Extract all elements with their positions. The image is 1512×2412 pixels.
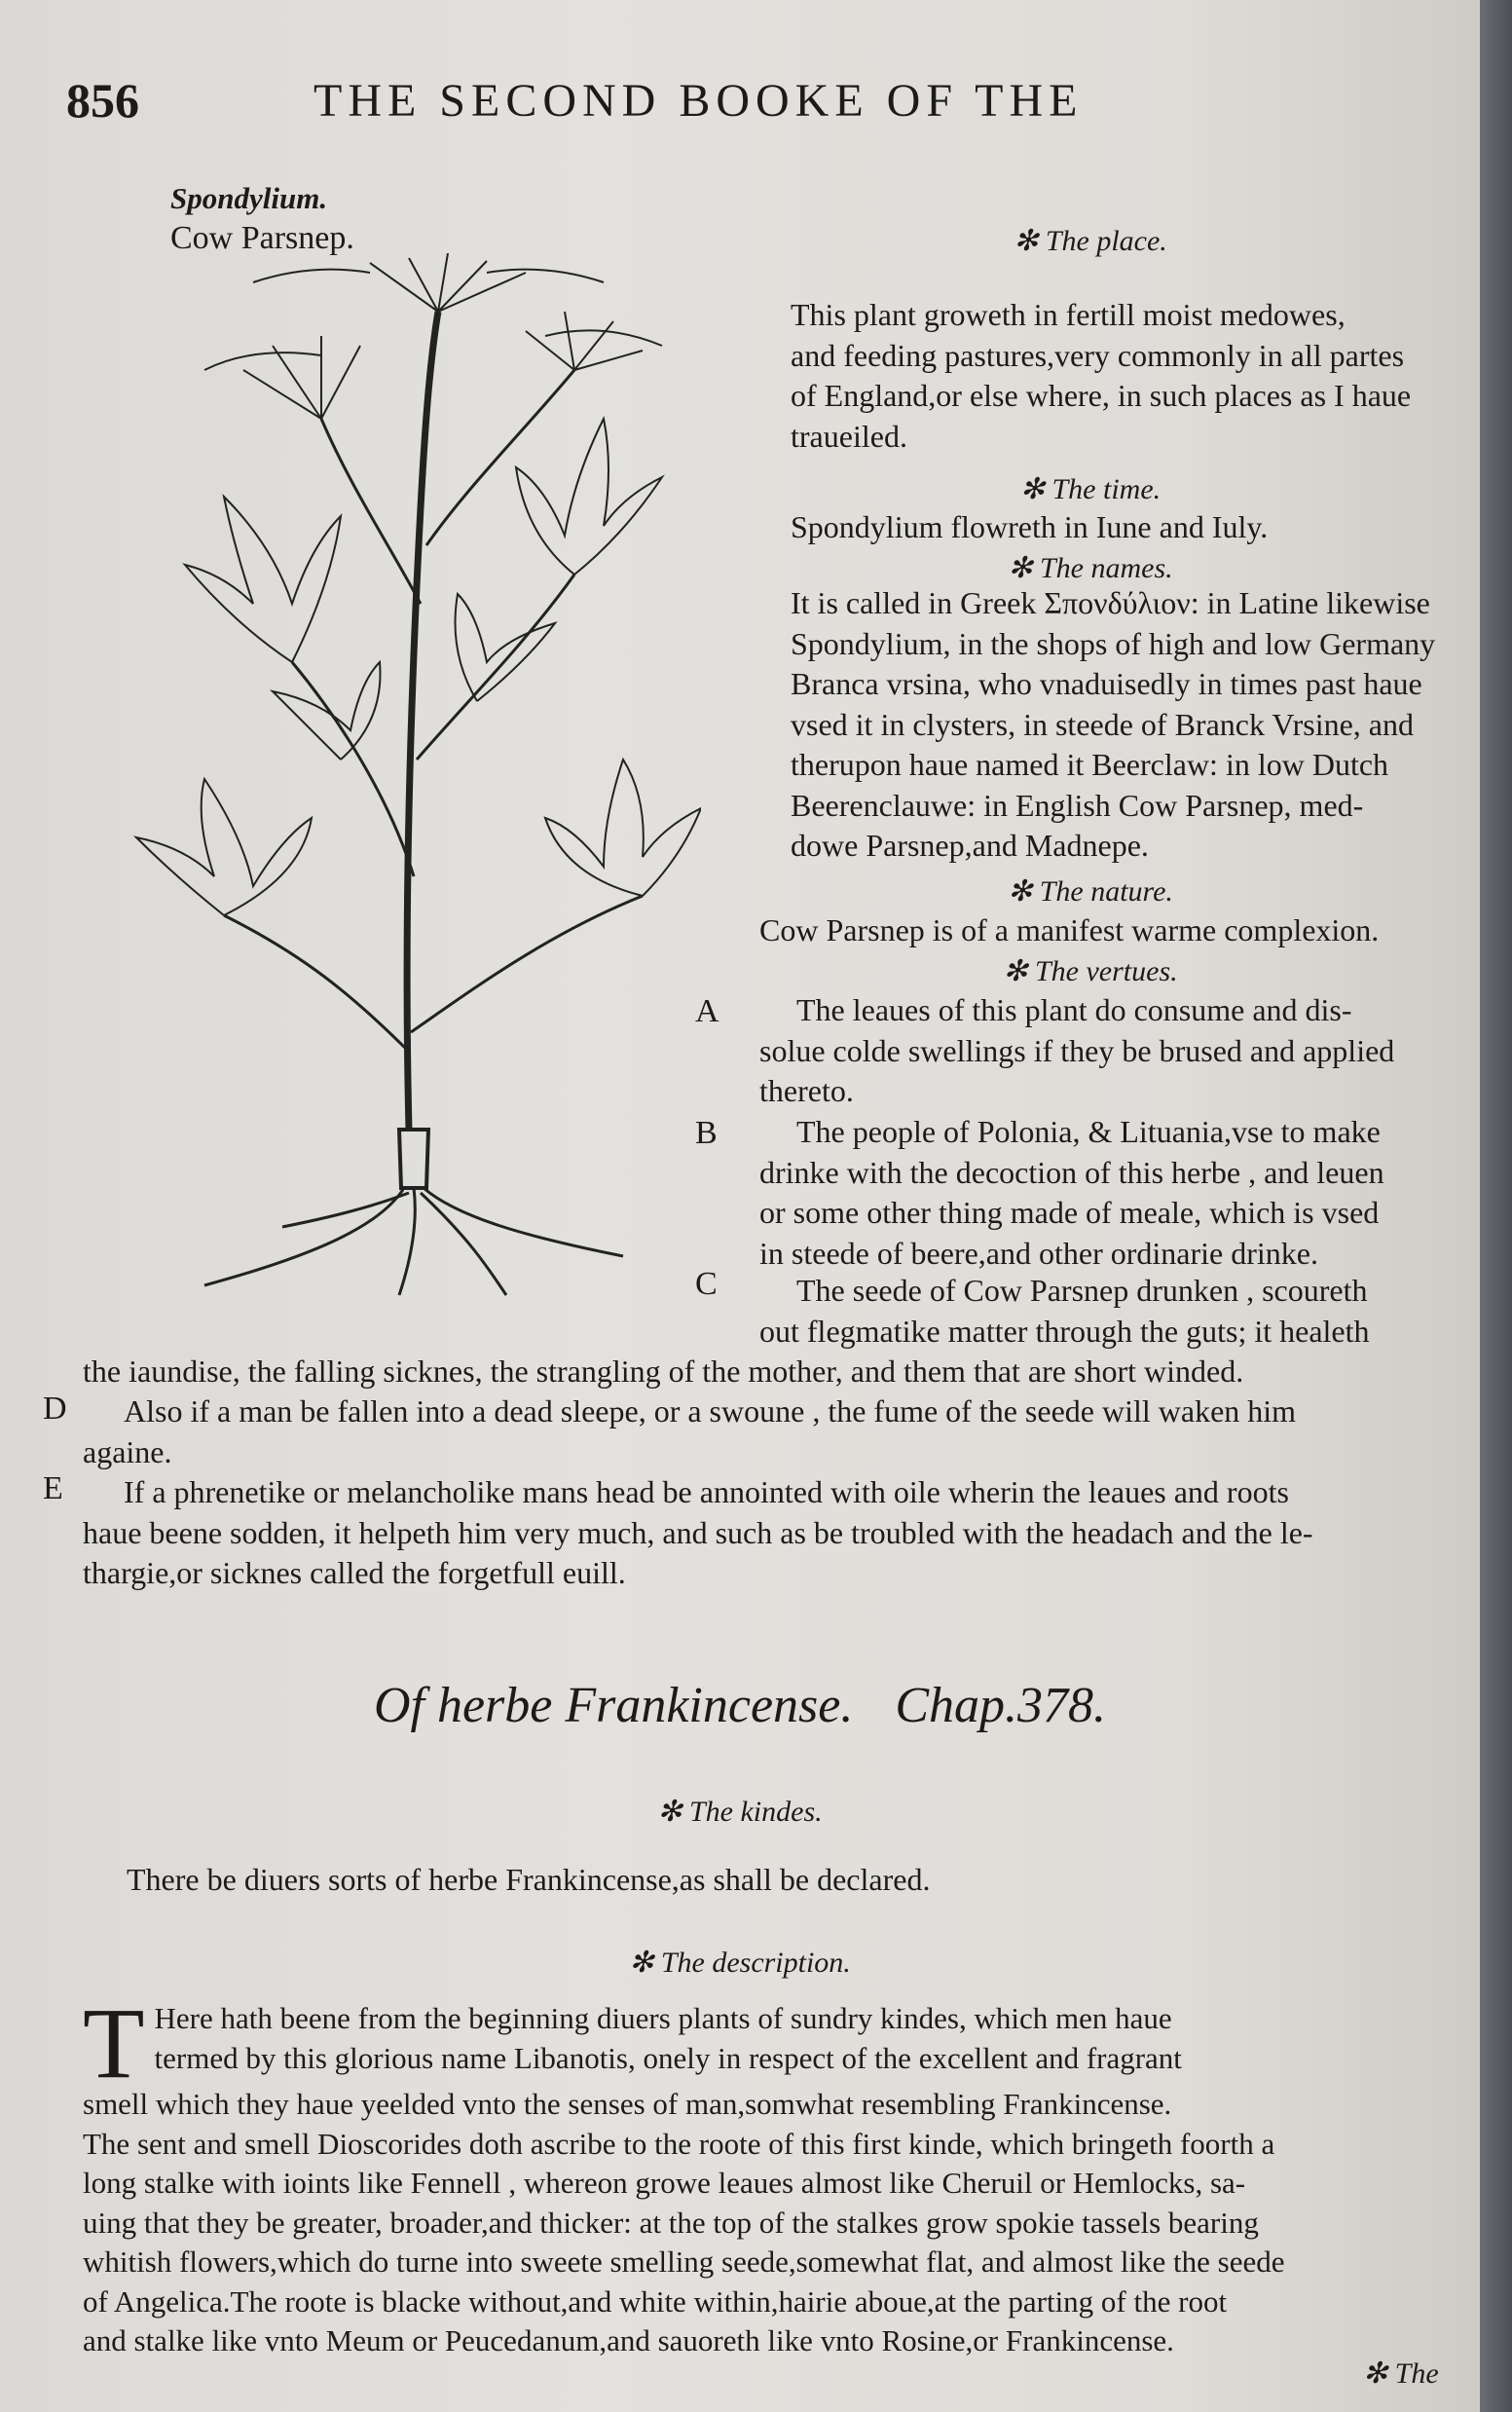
margin-mark-b: B — [695, 1115, 718, 1151]
section-place-text — [791, 295, 1462, 457]
text-line: and stalke like vnto Meum or Peucedanum,and sauoreth like vnto Rosine,or Frankincense. — [83, 2323, 1174, 2357]
section-nature-text — [759, 910, 1460, 951]
text-line: Also if a man be fallen into a dead sleepe, or a swoune , the fume of the seede will waken him — [124, 1393, 1297, 1429]
text-line: smell which they haue yeelded vnto the senses of man,somwhat resembling Frankincense. — [83, 2087, 1172, 2121]
text-line: Here hath beene from the beginning diuers plants of sundry kindes, which men haue — [154, 2001, 1172, 2035]
chapter-number: Chap.378. — [895, 1678, 1107, 1733]
vertue-d-text — [83, 1392, 1475, 1472]
heading-the-names: ✻ The names. — [1008, 552, 1173, 584]
heading-the-time: ✻ The time. — [1019, 473, 1162, 505]
text-line: vsed it in clysters, in steede of Branck Vrsine, and — [791, 706, 1414, 742]
text-line: out flegmatike matter through the guts; it healeth — [759, 1313, 1370, 1349]
page-number: 856 — [66, 73, 139, 128]
vertue-b-text — [759, 1112, 1460, 1274]
text-line: and feeding pastures,very commonly in all partes — [791, 337, 1405, 373]
chapter-heading — [0, 1677, 1480, 1734]
heading-the-place: ✻ The place. — [1014, 225, 1167, 257]
text-line: whitish flowers,which do turne into sweete smelling seede,somewhat flat, and almost like the seede — [83, 2245, 1285, 2279]
text-line: If a phrenetike or melancholike mans head be annointed with oile wherin the leaues and roots — [124, 1474, 1289, 1509]
cow-parsnep-woodcut-illustration — [117, 253, 701, 1305]
text-line: haue beene sodden, it helpeth him very much, and such as be troubled with the headach and the le- — [83, 1514, 1313, 1550]
text-line: The sent and smell Dioscorides doth ascribe to the roote of this first kinde, which bringeth foorth a — [83, 2126, 1275, 2161]
text-line: The leaues of this plant do consume and dis- — [796, 992, 1352, 1027]
text-line: of Angelica.The roote is blacke without,and white within,hairie aboue,at the parting of the root — [83, 2283, 1228, 2319]
text-line: drinke with the decoction of this herbe , and leuen — [759, 1154, 1384, 1190]
text-line: This plant groweth in fertill moist medowes, — [791, 297, 1346, 332]
heading-the-nature: ✻ The nature. — [1008, 875, 1173, 908]
vertue-a-text — [759, 990, 1460, 1112]
drop-cap: T — [83, 1987, 145, 2099]
heading-the-vertues: ✻ The vertues. — [1003, 955, 1178, 987]
catchword: ✻ The — [1363, 2357, 1439, 2390]
section-time-text — [791, 507, 1462, 548]
heading-the-kindes: ✻ The kindes. — [657, 1796, 823, 1828]
text-line: or some other thing made of meale, which is vsed — [759, 1195, 1380, 1230]
chapter-title: Of herbe Frankincense. — [373, 1678, 854, 1733]
text-line: thereto. — [759, 1073, 854, 1108]
text-line: againe. — [83, 1433, 172, 1469]
text-line: There be diuers sorts of herbe Frankincense,as shall be declared. — [127, 1862, 931, 1897]
text-line: therupon haue named it Beerclaw: in low Dutch — [791, 747, 1389, 782]
heading-the-description: ✻ The description. — [629, 1947, 851, 1979]
text-line: Branca vrsina, who vnaduisedly in times past haue — [791, 666, 1422, 701]
figure-caption-latin: Spondylium. — [170, 181, 328, 215]
text-line: the iaundise, the falling sicknes, the strangling of the mother, and them that are short winded. — [83, 1354, 1244, 1389]
vertue-c-text — [759, 1271, 1460, 1352]
text-line: traueiled. — [791, 418, 907, 454]
text-line: Spondylium flowreth in Iune and Iuly. — [791, 509, 1269, 544]
text-line: thargie,or sicknes called the forgetfull euill. — [83, 1555, 626, 1590]
text-line: termed by this glorious name Libanotis, onely in respect of the excellent and fragrant — [154, 2040, 1182, 2075]
text-line: long stalke with ioints like Fennell , whereon growe leaues almost like Cheruil or Hemlocks, sa- — [83, 2166, 1246, 2200]
margin-mark-e: E — [43, 1470, 63, 1506]
text-line: solue colde swellings if they be brused and applied — [759, 1032, 1395, 1068]
text-line: of England,or else where, in such places as I haue — [791, 378, 1412, 413]
text-line: The seede of Cow Parsnep drunken , scoureth — [796, 1273, 1368, 1308]
margin-mark-c: C — [695, 1266, 718, 1302]
text-line: uing that they be greater, broader,and thicker: at the top of the stalkes grow spokie tassels bearing — [83, 2205, 1259, 2240]
margin-mark-d: D — [43, 1391, 67, 1427]
vertue-e-text — [83, 1472, 1475, 1594]
text-line: It is called in Greek Σπονδύλιον: in Latine likewise — [791, 585, 1430, 620]
margin-mark-a: A — [695, 993, 719, 1029]
text-line: Beerenclauwe: in English Cow Parsnep, med- — [791, 787, 1364, 823]
page-edge-shadow — [1480, 0, 1512, 2412]
running-title: THE SECOND BOOKE OF THE — [313, 75, 1084, 127]
text-line: Cow Parsnep is of a manifest warme complexion. — [759, 912, 1380, 947]
figure-caption-english: Cow Parsnep. — [170, 220, 354, 256]
text-line: dowe Parsnep,and Madnepe. — [791, 828, 1149, 863]
section-names-text — [791, 583, 1462, 867]
section-description-text — [83, 1987, 1475, 2361]
section-kindes-text — [127, 1860, 1470, 1901]
vertue-c-text-continued — [83, 1352, 1475, 1392]
text-line: The people of Polonia, & Lituania,vse to make — [796, 1114, 1381, 1149]
text-line: in steede of beere,and other ordinarie drinke. — [759, 1235, 1318, 1271]
text-line: Spondylium, in the shops of high and low Germany — [791, 625, 1436, 661]
